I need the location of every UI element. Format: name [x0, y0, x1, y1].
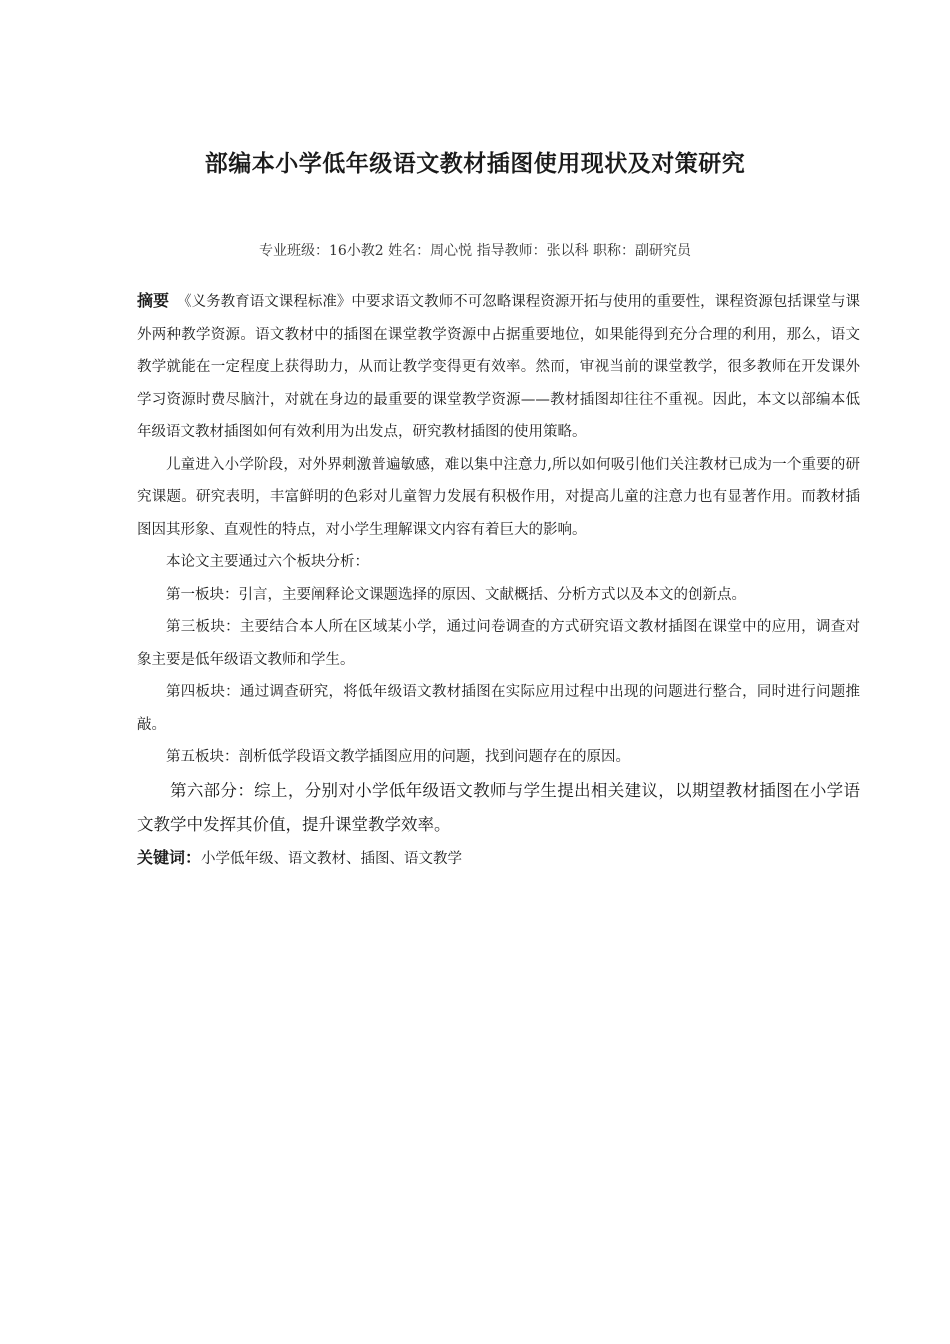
- abstract-label: 摘要: [137, 291, 170, 310]
- abstract-paragraph-3: 本论文主要通过六个板块分析：: [166, 554, 369, 570]
- keywords-value: 小学低年级、语文教材、插图、语文教学: [201, 850, 463, 867]
- abstract-paragraph-1: [137, 285, 860, 449]
- abstract-paragraph-4: 第一板块：引言，主要阐释论文课题选择的原因、文献概括、分析方式以及本文的创新点。: [166, 586, 746, 603]
- abstract-text-1: 《义务教育语文课程标准》中要求语文教师不可忽略课程资源开拓与使用的重要性，课程资源包括课堂与课外两种教学资源。语文教材中的插图在课堂教学资源中占据重要地位，如果能得到充分合理的利用，那么，语文教学就能在一定程度上获得助力，从而让教学变得更有效率。然而，审视当前的课堂教学，很多教师在开发课外学习资源时费尽脑汁，对就在身边的最重要的课堂教学资源——教材插图却往往不重视。因此，本文以部编本低年级语文教材插图如何有效利用为出发点，研究教材插图的使用策略。: [137, 294, 860, 440]
- abstract-paragraph-8: 第六部分：综上，分别对小学低年级语文教师与学生提出相关建议，以期望教材插图在小学语文教学中发挥其价值，提升课堂教学效率。: [137, 780, 860, 834]
- paper-title: 部编本小学低年级语文教材插图使用现状及对策研究: [204, 151, 746, 177]
- abstract-paragraph-6: 第四板块：通过调查研究，将低年级语文教材插图在实际应用过程中出现的问题进行整合，同时进行问题推敲。: [137, 684, 860, 733]
- abstract-paragraph-5: 第三板块：主要结合本人所在区域某小学，通过问卷调查的方式研究语文教材插图在课堂中的应用，调查对象主要是低年级语文教师和学生。: [137, 619, 860, 668]
- abstract-paragraph-2: 儿童进入小学阶段，对外界刺激普遍敏感，难以集中注意力,所以如何吸引他们关注教材已成为一个重要的研究课题。研究表明，丰富鲜明的色彩对儿童智力发展有积极作用，对提高儿童的注意力也有显著作用。而教材插图因其形象、直观性的特点，对小学生理解课文内容有着巨大的影响。: [137, 456, 860, 538]
- author-info-line: 专业班级：16小教2 姓名：周心悦 指导教师：张以科 职称：副研究员: [258, 243, 692, 259]
- keywords-line: [137, 842, 860, 876]
- abstract-section: [137, 285, 860, 875]
- abstract-paragraph-7: 第五板块：剖析低学段语文教学插图应用的问题，找到问题存在的原因。: [166, 749, 630, 765]
- keywords-label: 关键词：: [137, 847, 202, 867]
